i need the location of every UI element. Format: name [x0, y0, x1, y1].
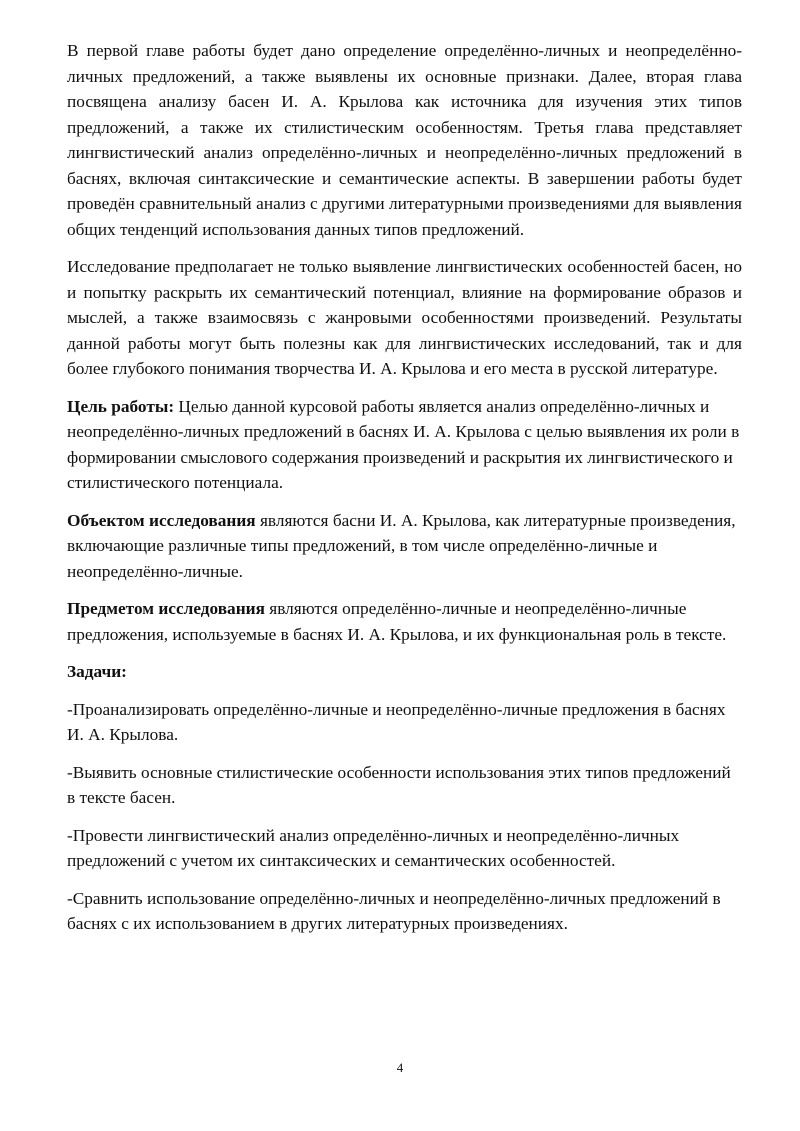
- subject-paragraph: [67, 596, 742, 647]
- tasks-heading: [67, 659, 742, 685]
- task-item: -Провести лингвистический анализ определённо-личных и неопределённо-личных предложений с учетом их синтаксических и семантических особенностей.: [67, 825, 680, 870]
- document-page: [67, 38, 742, 949]
- intro-paragraph-1: В первой главе работы будет дано определение определённо-личных и неопределённо-личных предложений, а также выявлены их основные признаки. Далее, вторая глава посвящена анализу басен И. А. Крылова как источника для изучения этих типов предложений, а также их стилистическим особенностям. Третья глава представляет лингвистический анализ определённо-личных и неопределённо-личных предложений в баснях, включая синтаксические и семантические аспекты. В завершении работы будет проведён сравнительный анализ с другими литературными произведениями для выявления общих тенденций использования данных типов предложений.: [67, 41, 742, 239]
- object-text: являются басни И. А. Крылова, как литературные произведения, включающие различные типы предложений, в том числе определённо-личные и неопределённо-личные.: [67, 510, 736, 581]
- object-paragraph: [67, 508, 742, 585]
- task-item: -Выявить основные стилистические особенности использования этих типов предложений в тексте басен.: [67, 762, 731, 807]
- task-item: -Сравнить использование определённо-личных и неопределённо-личных предложений в баснях с их использованием в других литературных произведениях.: [67, 888, 721, 933]
- subject-text: являются определённо-личные и неопределённо-личные предложения, используемые в баснях И. А. Крылова, и их функциональная роль в тексте.: [67, 599, 727, 644]
- goal-label: Цель работы:: [67, 396, 175, 416]
- object-label: Объектом исследования: [67, 510, 256, 530]
- page-number: 4: [396, 1060, 404, 1075]
- goal-text: Целью данной курсовой работы является анализ определённо-личных и неопределённо-личных предложений в баснях И. А. Крылова с целью выявления их роли в формировании смыслового содержания произведений и раскрытия их лингвистического и стилистического потенциала.: [67, 396, 740, 492]
- tasks-heading-text: Задачи:: [67, 662, 127, 681]
- task-item: -Проанализировать определённо-личные и неопределённо-личные предложения в баснях И. А. Крылова.: [67, 699, 726, 744]
- subject-label: Предметом исследования: [67, 599, 265, 618]
- intro-paragraph-2: Исследование предполагает не только выявление лингвистических особенностей басен, но и попытку раскрыть их семантический потенциал, влияние на формирование образов и мыслей, а также взаимосвязь с жанровыми особенностями произведений. Результаты данной работы могут быть полезны как для лингвистических исследований, так и для более глубокого понимания творчества И. А. Крылова и его места в русской литературе.: [67, 257, 742, 378]
- goal-paragraph: [67, 394, 742, 496]
